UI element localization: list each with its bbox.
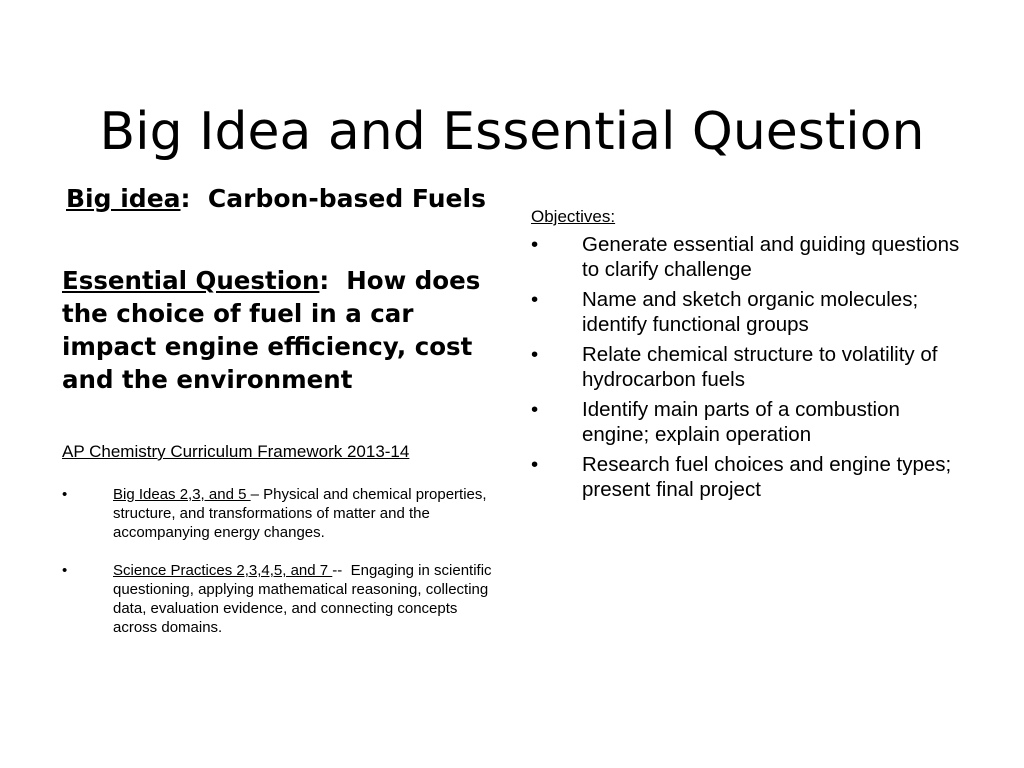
objective-text: Generate essential and guiding questions to clarify challenge [582,233,960,281]
framework-item-text: -- Engaging in scientific questioning, applying mathematical reasoning, collecting data, evaluation evidence, and connecting concepts across domains. [113,562,496,636]
objective-item [531,232,971,282]
objectives-heading: Objectives: [531,207,616,226]
bullet-icon: • [531,398,539,421]
objective-item [531,287,971,337]
big-idea-value: Carbon-based Fuels [207,184,486,213]
big-idea-separator: : [180,184,208,213]
big-idea [66,182,506,216]
objectives-list [531,232,971,507]
bullet-icon: • [531,453,539,476]
objective-text: Relate chemical structure to volatility of hydrocarbon fuels [582,343,938,391]
bullet-icon: • [531,288,539,311]
objective-text: Name and sketch organic molecules; identify functional groups [582,288,919,336]
slide-title: Big Idea and Essential Question [99,101,925,162]
bullet-icon: • [62,562,68,579]
framework-heading: AP Chemistry Curriculum Framework 2013-14 [62,442,410,461]
framework-list [62,485,502,656]
framework-item [62,561,502,637]
framework-item [62,485,502,542]
bullet-icon: • [531,343,539,366]
big-idea-label: Big idea [66,184,181,213]
essential-question-text: How does the choice of fuel in a car impact engine efficiency, cost and the environment [62,266,481,394]
objective-item [531,452,971,502]
framework-item-text: – Physical and chemical properties, structure, and transformations of matter and the accompanying energy changes. [113,486,487,541]
essential-question [62,264,512,396]
framework-item-link: Science Practices 2,3,4,5, and 7 [113,562,333,579]
objective-item [531,397,971,447]
objective-text: Identify main parts of a combustion engine; explain operation [582,398,900,446]
bullet-icon: • [62,486,68,503]
objective-item [531,342,971,392]
essential-question-separator: : [319,266,347,295]
bullet-icon: • [531,233,539,256]
essential-question-label: Essential Question [62,266,320,295]
framework-item-link: Big Ideas 2,3, and 5 [113,486,251,503]
objective-text: Research fuel choices and engine types; present final project [582,453,952,501]
